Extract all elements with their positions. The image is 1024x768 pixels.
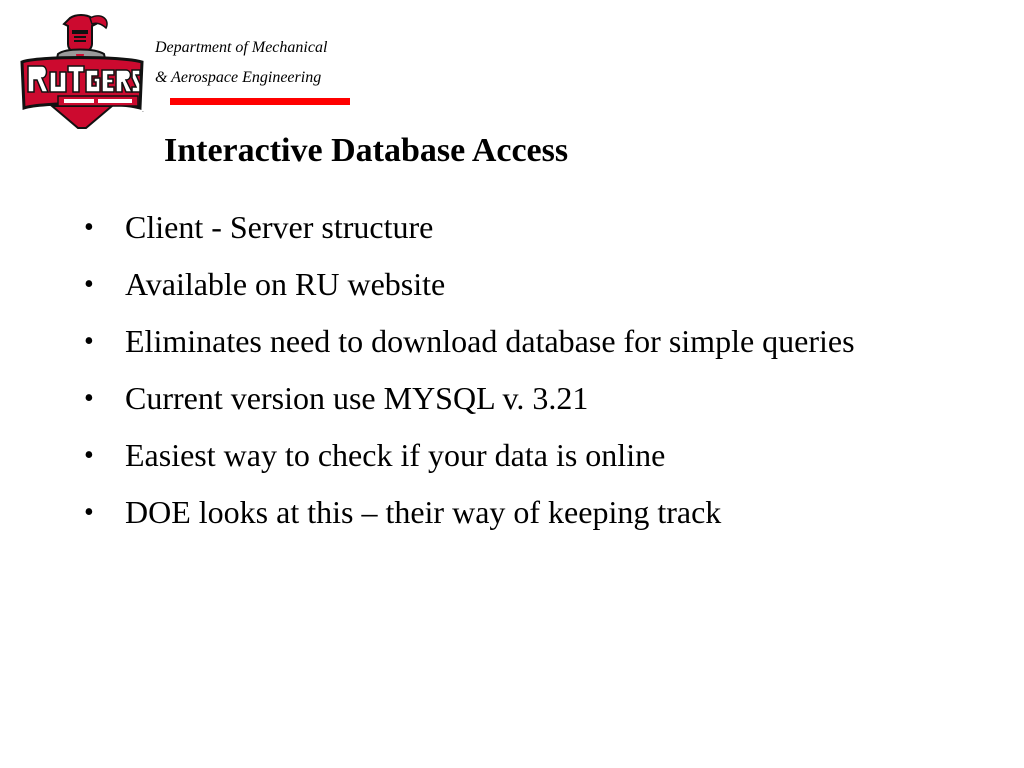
bullet-text: Client - Server structure (125, 209, 434, 245)
bullet-text: Eliminates need to download database for simple queries (125, 323, 855, 359)
bullet-item (84, 489, 944, 536)
bullet-item (84, 261, 944, 308)
bullet-text: DOE looks at this – their way of keeping track (125, 494, 722, 530)
bullet-symbol: • (84, 440, 94, 471)
bullet-text: Available on RU website (125, 266, 446, 302)
bullet-text: Current version use MYSQL v. 3.21 (125, 380, 589, 416)
red-divider-rule (170, 98, 350, 105)
bullet-item (84, 375, 944, 422)
department-line-2: & Aerospace Engineering (155, 69, 322, 86)
department-line-1: Department of Mechanical (155, 39, 328, 56)
rutgers-logo (18, 14, 146, 130)
bullet-item (84, 318, 944, 365)
bullet-symbol: • (84, 269, 94, 300)
bullet-item (84, 204, 944, 251)
bullet-symbol: • (84, 326, 94, 357)
slide-title: Interactive Database Access (164, 132, 569, 169)
svg-text:.: . (142, 107, 144, 114)
bullet-item (84, 432, 944, 479)
bullet-symbol: • (84, 212, 94, 243)
scarlet-knight-icon (18, 14, 146, 130)
department-heading (155, 33, 327, 93)
bullet-symbol: • (84, 383, 94, 414)
bullet-list (84, 204, 944, 546)
bullet-symbol: • (84, 497, 94, 528)
bullet-text: Easiest way to check if your data is online (125, 437, 666, 473)
